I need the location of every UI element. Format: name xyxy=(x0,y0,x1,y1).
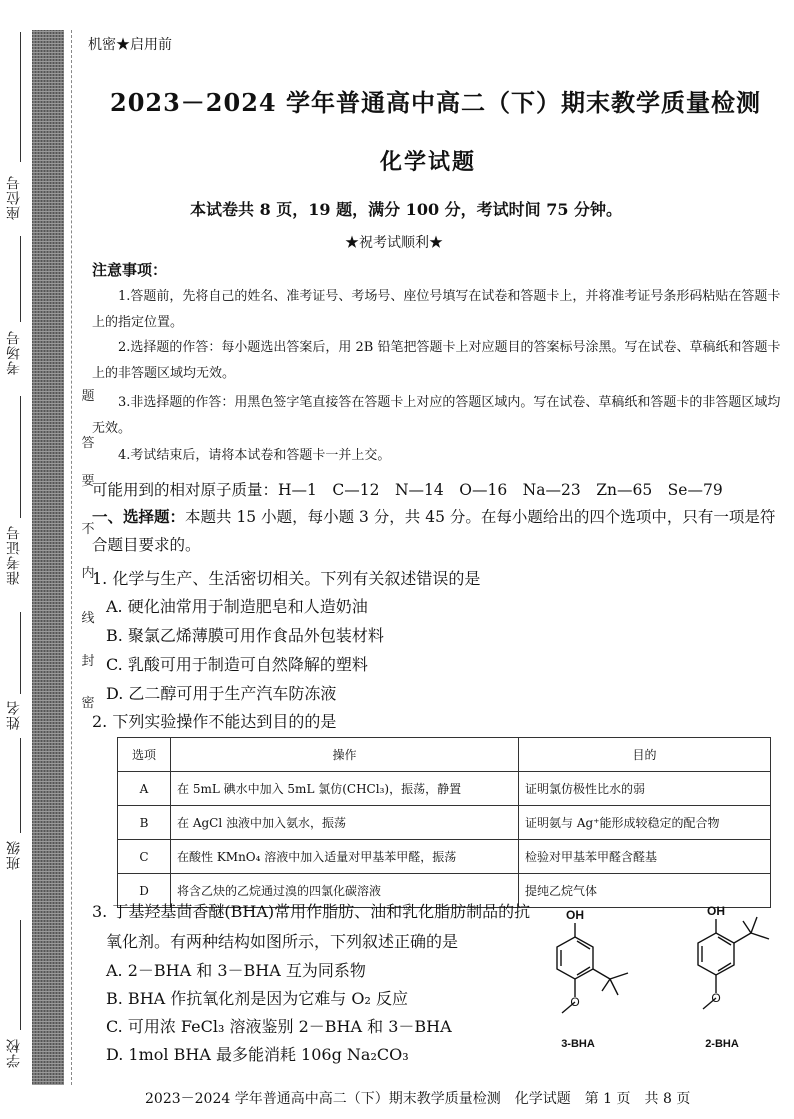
section-one-heading: 一、选择题： xyxy=(92,507,186,526)
q1-option-b: B. 聚氯乙烯薄膜可用作食品外包装材料 xyxy=(106,626,384,645)
row-operation: 在酸性 KMnO₄ 溶液中加入适量对甲基苯甲醛，振荡 xyxy=(171,840,519,874)
seal-line xyxy=(71,30,72,1085)
question-3-stem-line2: 氧化剂。有两种结构如图所示，下列叙述正确的是 xyxy=(106,932,459,951)
seal-char: 不 xyxy=(81,522,95,537)
hydroxyl-label: OH xyxy=(566,908,584,922)
header-purpose: 目的 xyxy=(519,738,771,772)
notice-item: 1.答题前，先将自己的姓名、准考证号、考场号、座位号填写在试卷和答题卡上，并将准考证号条形码粘贴在答题卡上的指定位置。 xyxy=(92,289,781,330)
row-purpose: 检验对甲基苯甲醛含醛基 xyxy=(519,840,771,874)
question-1-stem: 1. 化学与生产、生活密切相关。下列有关叙述错误的是 xyxy=(92,569,481,588)
question-3-stem-line1: 3. 丁基羟基茴香醚(BHA)常用作脂肪、油和乳化脂肪制品的抗 xyxy=(92,902,531,921)
notice-item: 4.考试结束后，请将本试卷和答题卡一并上交。 xyxy=(118,448,391,463)
row-operation: 将含乙炔的乙烷通过溴的四氯化碳溶液 xyxy=(171,874,519,908)
seal-char: 线 xyxy=(81,611,95,626)
row-purpose: 证明氯仿极性比水的弱 xyxy=(519,772,771,806)
table-row xyxy=(118,840,771,874)
table-row xyxy=(118,772,771,806)
class-line xyxy=(20,738,21,833)
row-purpose: 证明氨与 Ag⁺能形成较稳定的配合物 xyxy=(519,806,771,840)
exam-room-label: 考场号 xyxy=(6,330,22,375)
structure-2-bha xyxy=(698,905,769,1050)
header-option: 选项 xyxy=(118,738,171,772)
admission-number-line xyxy=(20,396,21,518)
label-2-bha: 2-BHA xyxy=(705,1038,739,1050)
table-header-row xyxy=(118,738,771,772)
q1-option-d: D. 乙二醇可用于生产汽车防冻液 xyxy=(106,684,337,703)
structure-3-bha xyxy=(557,908,628,1050)
name-label: 姓名 xyxy=(6,700,22,730)
q3-option-b: B. BHA 作抗氧化剂是因为它难与 O₂ 反应 xyxy=(106,989,408,1008)
hydroxyl-label: OH xyxy=(707,905,725,918)
name-line xyxy=(20,612,21,694)
binding-strip xyxy=(32,30,64,1085)
q3-option-c: C. 可用浓 FeCl₃ 溶液鉴别 2－BHA 和 3－BHA xyxy=(106,1017,452,1036)
school-line xyxy=(20,920,21,1030)
section-one-instructions xyxy=(92,503,787,559)
seal-char: 要 xyxy=(81,474,95,489)
seal-char: 题 xyxy=(81,389,95,404)
admission-number-label: 准考证号 xyxy=(6,525,22,585)
table-row xyxy=(118,806,771,840)
row-option: B xyxy=(118,806,171,840)
seal-char: 封 xyxy=(81,654,95,669)
seal-char: 答 xyxy=(81,436,95,451)
row-operation: 在 5mL 碘水中加入 5mL 氯仿(CHCl₃)，振荡，静置 xyxy=(171,772,519,806)
q3-option-d: D. 1mol BHA 最多能消耗 106g Na₂CO₃ xyxy=(106,1045,409,1064)
svg-text:O: O xyxy=(711,991,721,1005)
school-label: 学校 xyxy=(6,1038,22,1068)
class-label: 班级 xyxy=(6,840,22,870)
page-footer: 2023－2024 学年普通高中高二（下）期末教学质量检测 化学试题 第 1 页 共 8 页 xyxy=(145,1091,691,1107)
confidential-mark: 机密★启用前 xyxy=(88,37,172,53)
svg-text:O: O xyxy=(570,995,580,1009)
seal-char: 密 xyxy=(81,696,95,711)
subject-title: 化学试题 xyxy=(380,149,477,175)
header-operation: 操作 xyxy=(171,738,519,772)
section-one-text: 本题共 15 小题，每小题 3 分，共 45 分。在每小题给出的四个选项中，只有一项是符合题目要求的。 xyxy=(92,508,776,554)
good-luck-text: ★祝考试顺利★ xyxy=(345,235,443,251)
bha-structures-figure xyxy=(530,905,780,1055)
seat-number-line xyxy=(20,32,21,162)
seal-char: 内 xyxy=(81,566,95,581)
seat-number-label: 座位号 xyxy=(6,175,22,220)
exam-room-line xyxy=(20,236,21,322)
q3-option-a: A. 2－BHA 和 3－BHA 互为同系物 xyxy=(106,961,366,980)
experiment-table xyxy=(117,737,771,908)
question-2-stem: 2. 下列实验操作不能达到目的的是 xyxy=(92,712,337,731)
row-option: C xyxy=(118,840,171,874)
label-3-bha: 3-BHA xyxy=(561,1038,595,1050)
exam-title: 2023－2024 学年普通高中高二（下）期末教学质量检测 xyxy=(110,88,761,117)
notice-item: 2.选择题的作答：每小题选出答案后，用 2B 铅笔把答题卡上对应题目的答案标号涂黑。写在试卷、草稿纸和答题卡上的非答题区域均无效。 xyxy=(92,340,781,381)
notice-heading: 注意事项： xyxy=(92,261,168,279)
notice-item: 3.非选择题的作答：用黑色签字笔直接答在答题卡上对应的答题区域内。写在试卷、草稿纸和答题卡的非答题区域均无效。 xyxy=(92,395,781,436)
row-operation: 在 AgCl 浊液中加入氨水，振荡 xyxy=(171,806,519,840)
atomic-masses: 可能用到的相对原子质量：H—1 C—12 N—14 O—16 Na—23 Zn—65 Se—79 xyxy=(92,481,723,499)
q1-option-c: C. 乳酸可用于制造可自然降解的塑料 xyxy=(106,655,368,674)
row-purpose: 提纯乙烷气体 xyxy=(519,874,771,908)
row-option: A xyxy=(118,772,171,806)
exam-info: 本试卷共 8 页，19 题，满分 100 分，考试时间 75 分钟。 xyxy=(190,200,623,219)
q1-option-a: A. 硬化油常用于制造肥皂和人造奶油 xyxy=(106,597,368,616)
row-option: D xyxy=(118,874,171,908)
